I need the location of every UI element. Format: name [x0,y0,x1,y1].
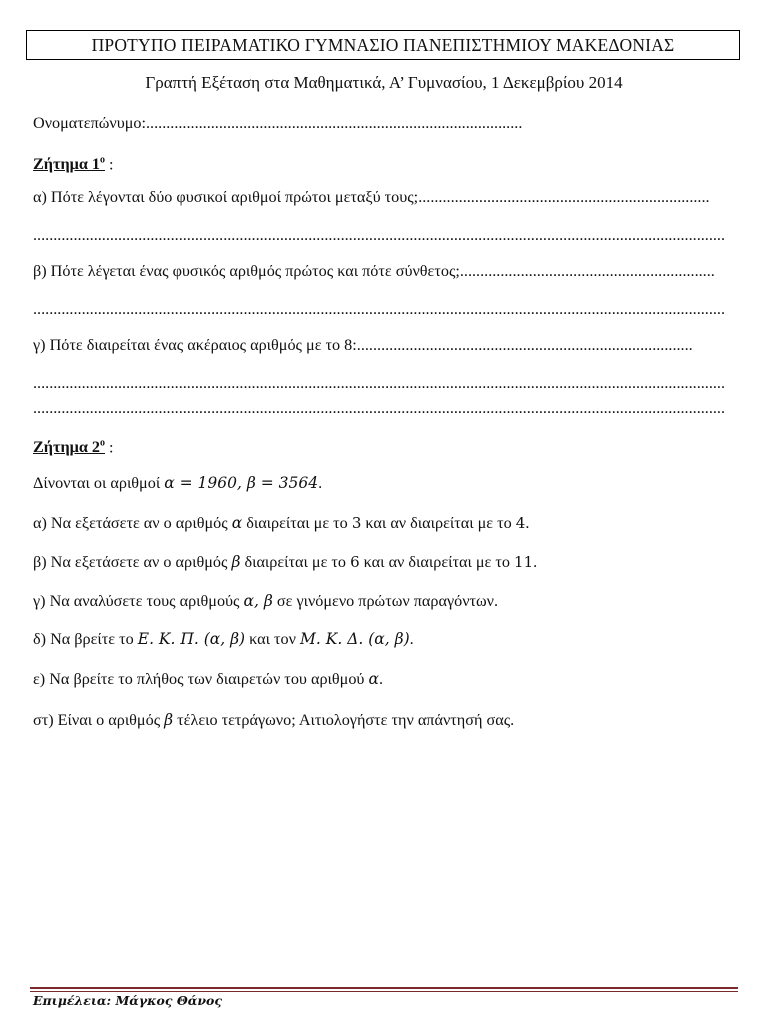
name-field [33,112,733,134]
school-header-box [26,30,740,60]
topic2-question-c: γ) Να αναλύσετε τους αριθμούς α, β σε γινόμενο πρώτων παραγόντων. [33,592,499,610]
exam-subtitle: Γραπτή Εξέταση στα Μαθηματικά, Α’ Γυμνασίου, 1 Δεκεμβρίου 2014 [145,73,623,92]
answer-dots-line: ........................................................................................................................................................................... [33,300,726,318]
topic2-question-b: β) Να εξετάσετε αν ο αριθμός β διαιρείται με το 6 και αν διαιρείται με το 11. [33,553,538,571]
name-dots: ............................................................................................. [146,114,523,132]
footer-rule-thin [30,991,738,992]
topic1-title: Ζήτημα $1^o$ [33,155,105,174]
footer-author: Επιμέλεια: Μάγκος Θάνος [33,993,222,1008]
answer-dots-line: ........................................................................................................................................................................... [33,374,726,392]
answer-dots-line: ........................................................................................................................................................................... [33,226,726,244]
topic2-title: Ζήτημα $2^o$ [33,438,105,457]
school-name: ΠΡΟΤΥΠΟ ΠΕΙΡΑΜΑΤΙΚΟ ΓΥΜΝΑΣΙΟ ΠΑΝΕΠΙΣΤΗΜΙΟΥ ΜΑΚΕΔΟΝΙΑΣ [91,35,675,55]
footer-rule [30,987,738,989]
answer-dots-line: ........................................................................................................................................................................... [33,399,726,417]
topic2-question-a: α) Να εξετάσετε αν ο αριθμός α διαιρείται με το 3 και αν διαιρείται με το 4. [33,514,530,532]
topic2-question-f: στ) Είναι ο αριθμός β τέλειο τετράγωνο; Αιτιολογήστε την απάντησή σας. [33,711,515,729]
topic1-question-b: β) Πότε λέγεται ένας φυσικός αριθμός πρώτος και πότε σύνθετος;............................................................... [33,262,715,280]
topic1-question-a: α) Πότε λέγονται δύο φυσικοί αριθμοί πρώτοι μεταξύ τους;........................................................................ [33,188,710,206]
topic2-given: Δίνονται οι αριθμοί α = 1960, β = 3564. [33,474,323,492]
topic2-question-e: ε) Να βρείτε το πλήθος των διαιρετών του αριθμού α. [33,670,383,688]
topic1-question-c: γ) Πότε διαιρείται ένας ακέραιος αριθμός με το 8:................................................................................... [33,336,693,354]
name-label: Ονοματεπώνυμο: [33,114,146,132]
topic2-question-d: δ) Να βρείτε το Ε. Κ. Π. (α, β) και τον Μ. Κ. Δ. (α, β). [33,630,414,648]
topic2-heading: Ζήτημα $2^o$ : [33,438,114,457]
topic1-heading: Ζήτημα $1^o$ : [33,155,114,174]
